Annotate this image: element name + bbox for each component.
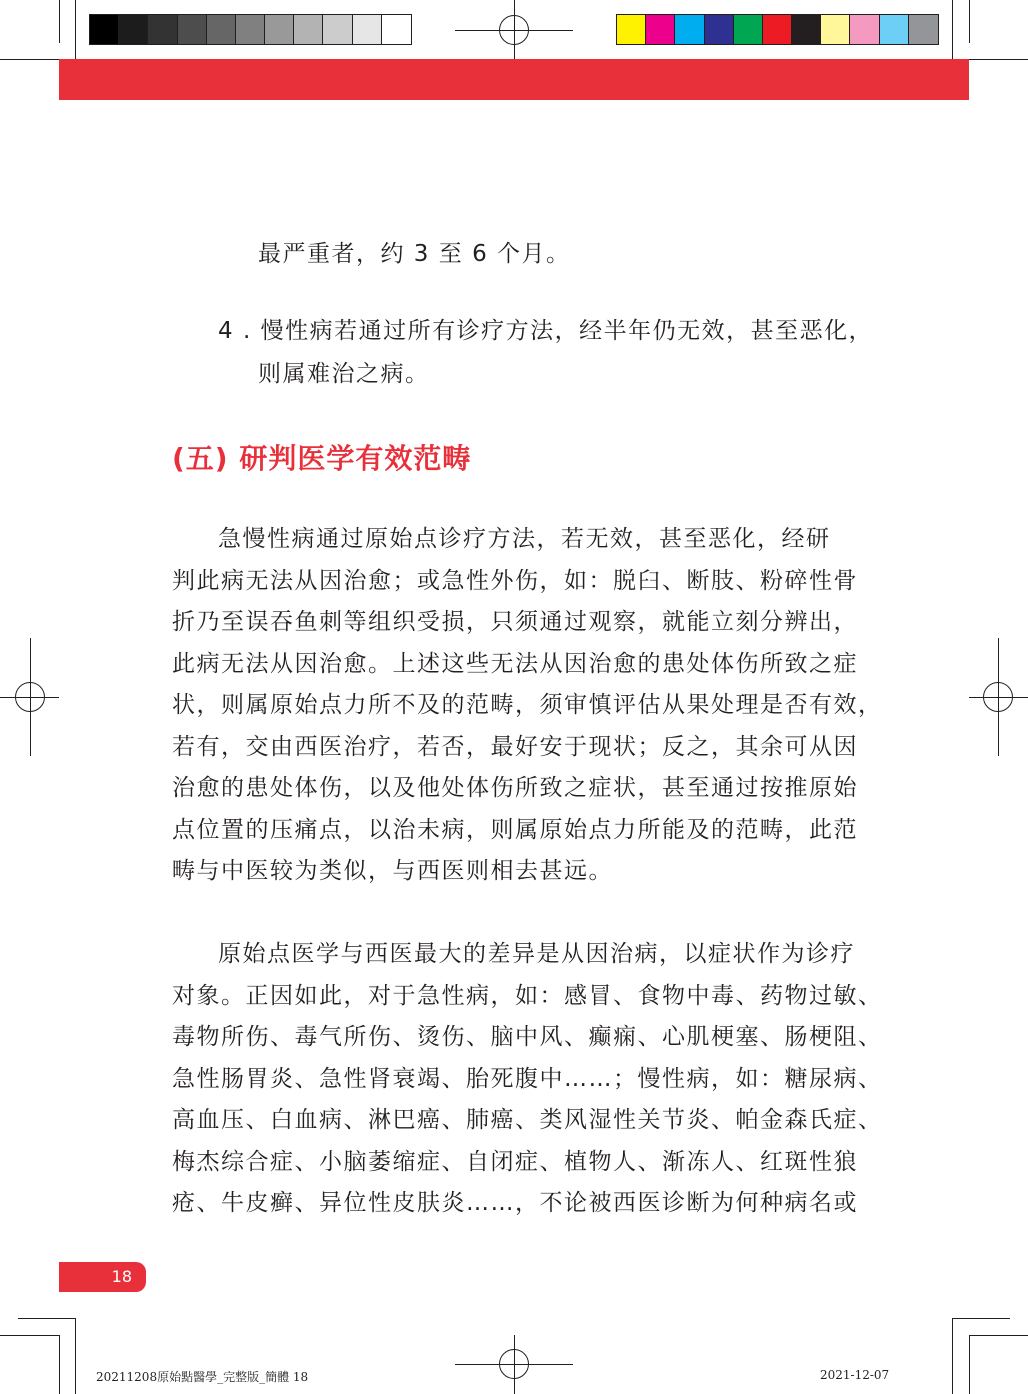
text-line: 判此病无法从因治愈；或急性外伤，如：脱臼、断肢、粉碎性骨	[172, 567, 858, 594]
footer-file-label: 20211208原始點醫學_完整版_簡體 18	[96, 1370, 309, 1384]
text-line: 治愈的患处体伤，以及他处体伤所致之症状，甚至通过按推原始	[172, 775, 858, 801]
color-swatch	[821, 15, 850, 44]
color-swatch	[323, 15, 352, 44]
section-heading: (五) 研判医学有效范畴	[172, 442, 472, 475]
color-swatch	[236, 15, 265, 44]
crop-mark	[969, 0, 970, 43]
color-swatch	[119, 15, 148, 44]
registration-mark-left	[0, 638, 59, 756]
text-line: 状，则属原始点力所不及的范畴，须审慎评估从果处理是否有效，	[172, 692, 883, 718]
color-swatch	[207, 15, 236, 44]
text-line: 此病无法从因治愈。上述这些无法从因治愈的患处体伤所致之症	[172, 650, 858, 677]
page-number: 18	[59, 1262, 146, 1292]
text-line: 原始点医学与西医最大的差异是从因治病，以症状作为诊疗	[218, 941, 855, 967]
color-swatch	[792, 15, 821, 44]
color-swatch	[90, 15, 119, 44]
crop-mark	[75, 1318, 76, 1394]
crop-mark	[969, 59, 1028, 60]
color-swatch	[705, 15, 734, 44]
color-swatch	[763, 15, 792, 44]
color-swatch	[734, 15, 763, 44]
crop-mark	[952, 1318, 953, 1394]
text-line: 急性肠胃炎、急性肾衰竭、胎死腹中……；慢性病，如：糖尿病、	[172, 1065, 883, 1092]
crop-mark	[75, 0, 76, 59]
color-swatch	[617, 15, 646, 44]
color-swatch	[382, 15, 411, 44]
crop-mark	[969, 1335, 1028, 1336]
crop-mark	[969, 1335, 970, 1394]
text-line: 点位置的压痛点，以治未病，则属原始点力所能及的范畴，此范	[172, 816, 858, 843]
crop-mark	[0, 59, 59, 60]
crop-mark	[952, 0, 953, 59]
color-swatch	[178, 15, 207, 44]
header-band	[59, 59, 969, 100]
color-swatch	[909, 15, 938, 44]
text-line: 若有，交由西医治疗，若否，最好安于现状；反之，其余可从因	[172, 733, 858, 760]
color-swatch	[646, 15, 675, 44]
text-line: 畴与中医较为类似，与西医则相去甚远。	[172, 858, 613, 884]
process-color-bar	[616, 14, 939, 45]
text-line: 最严重者，约 3 至 6 个月。	[258, 241, 571, 267]
crop-mark	[59, 1335, 60, 1394]
crop-mark	[59, 0, 60, 43]
text-line: 对象。正因如此，对于急性病，如：感冒、食物中毒、药物过敏、	[172, 982, 883, 1009]
color-swatch	[265, 15, 294, 44]
grayscale-color-bar	[89, 14, 412, 45]
list-item-4: 4 . 慢性病若通过所有诊疗方法，经半年仍无效，甚至恶化，	[218, 318, 874, 344]
footer-date: 2021-12-07	[820, 1368, 890, 1382]
color-swatch	[294, 15, 323, 44]
list-item-4-continued: 则属难治之病。	[258, 361, 430, 387]
registration-mark-top	[455, 0, 573, 59]
color-swatch	[880, 15, 909, 44]
color-swatch	[148, 15, 177, 44]
color-swatch	[850, 15, 879, 44]
text-line: 急慢性病通过原始点诊疗方法，若无效，甚至恶化，经研	[218, 526, 831, 552]
text-line: 疮、牛皮癣、异位性皮肤炎……，不论被西医诊断为何种病名或	[172, 1190, 858, 1216]
text-line: 梅杰综合症、小脑萎缩症、自闭症、植物人、渐冻人、红斑性狼	[172, 1148, 858, 1175]
crop-mark	[18, 1318, 75, 1319]
text-line: 折乃至误吞鱼刺等组织受损，只须通过观察，就能立刻分辨出，	[172, 609, 858, 635]
registration-mark-bottom	[455, 1335, 573, 1394]
text-line: 毒物所伤、毒气所伤、烫伤、脑中风、癫痫、心肌梗塞、肠梗阻、	[172, 1024, 883, 1050]
color-swatch	[675, 15, 704, 44]
text-line: 高血压、白血病、淋巴癌、肺癌、类风湿性关节炎、帕金森氏症、	[172, 1107, 883, 1133]
color-swatch	[353, 15, 382, 44]
registration-mark-right	[969, 638, 1028, 756]
crop-mark	[0, 1335, 59, 1336]
crop-mark	[952, 1318, 1010, 1319]
